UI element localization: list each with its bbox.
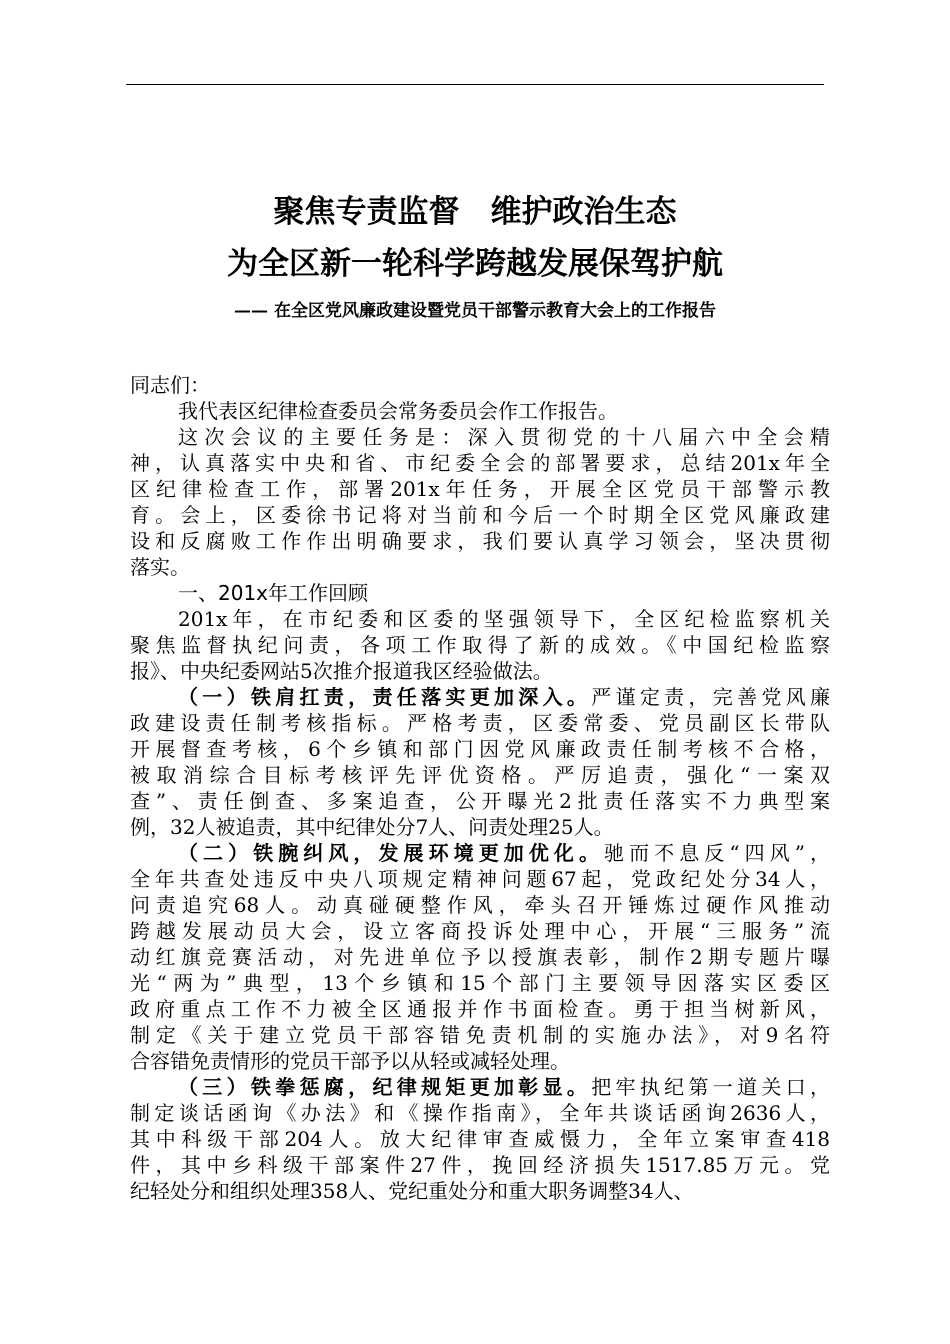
paragraph-text: 驰而不息反“四风”， — [604, 841, 831, 865]
paragraph-line: 这次会议的主要任务是：深入贯彻党的十八届六中全会精 — [178, 425, 830, 449]
paragraph-line — [130, 1074, 830, 1100]
paragraph-line — [130, 840, 830, 866]
subsection-heading: （三）铁拳惩腐，纪律规矩更加彰显。 — [178, 1075, 592, 1099]
header-rule — [126, 84, 824, 85]
document-title-line-1: 聚焦专责监督 维护政治生态 — [273, 194, 677, 230]
paragraph-line: 设和反腐败工作作出明确要求，我们要认真学习领会，坚决贯彻 — [130, 529, 830, 553]
paragraph-line — [130, 684, 830, 710]
paragraph-line: 报》、中央纪委网站5次推介报道我区经验做法。 — [130, 659, 553, 683]
document-subtitle: —— 在全区党风廉政建设暨党员干部警示教育大会上的工作报告 — [234, 301, 716, 321]
paragraph-line: 政建设责任制考核指标。严格考责，区委常委、党员副区长带队 — [130, 711, 830, 735]
paragraph-line: 制定谈话函询《办法》和《操作指南》，全年共谈话函询2636人， — [130, 1101, 830, 1125]
subsection-heading: （二）铁腕纠风，发展环境更加优化。 — [178, 841, 605, 865]
paragraph-line: 落实。 — [130, 555, 190, 579]
paragraph-line: 开展督查考核，6个乡镇和部门因党风廉政责任制考核不合格， — [130, 737, 830, 761]
paragraph-line: 被取消综合目标考核评先评优资格。严厉追责，强化“一案双 — [130, 763, 830, 787]
paragraph-line: 神，认真落实中央和省、市纪委全会的部署要求，总结201x年全 — [130, 451, 830, 475]
section-heading: 一、201x年工作回顾 — [178, 581, 369, 605]
salutation: 同志们： — [130, 373, 210, 397]
paragraph-line: 跨越发展动员大会，设立客商投诉处理中心，开展“三服务”流 — [130, 919, 830, 943]
paragraph-line: 例，32人被追责，其中纪律处分7人、问责处理25人。 — [130, 815, 614, 839]
paragraph-text: 把牢执纪第一道关口， — [591, 1075, 831, 1099]
paragraph-line: 动红旗竞赛活动，对先进单位予以授旗表彰，制作2期专题片曝 — [130, 945, 830, 969]
paragraph-line: 我代表区纪律检查委员会常务委员会作工作报告。 — [178, 399, 618, 423]
paragraph-line: 政府重点工作不力被全区通报并作书面检查。勇于担当树新风， — [130, 997, 830, 1021]
paragraph-text: 严谨定责，完善党风廉 — [591, 685, 831, 709]
document-title-line-2: 为全区新一轮科学跨越发展保驾护航 — [227, 246, 723, 282]
report-body — [130, 372, 830, 1204]
paragraph-line: 育。会上，区委徐书记将对当前和今后一个时期全区党风廉政建 — [130, 503, 830, 527]
paragraph-line: 201x年，在市纪委和区委的坚强领导下，全区纪检监察机关 — [178, 607, 830, 631]
paragraph-line: 制定《关于建立党员干部容错免责机制的实施办法》，对9名符 — [130, 1023, 830, 1047]
paragraph-line: 件，其中乡科级干部案件27件，挽回经济损失1517.85万元。党 — [130, 1153, 830, 1177]
paragraph-line: 查”、责任倒查、多案追查，公开曝光2批责任落实不力典型案 — [130, 789, 830, 813]
paragraph-line: 纪轻处分和组织处理358人、党纪重处分和重大职务调整34人、 — [130, 1179, 694, 1203]
paragraph-line: 全年共查处违反中央八项规定精神问题67起，党政纪处分34人， — [130, 867, 830, 891]
paragraph-line: 区纪律检查工作，部署201x年任务，开展全区党员干部警示教 — [130, 477, 830, 501]
paragraph-line: 合容错免责情形的党员干部予以从轻或减轻处理。 — [130, 1049, 570, 1073]
subsection-heading: （一）铁肩扛责，责任落实更加深入。 — [178, 685, 592, 709]
paragraph-line: 光“两为”典型，13个乡镇和15个部门主要领导因落实区委区 — [130, 971, 830, 995]
paragraph-line: 问责追究68人。动真碰硬整作风，牵头召开锤炼过硬作风推动 — [130, 893, 830, 917]
paragraph-line: 聚焦监督执纪问责，各项工作取得了新的成效。《中国纪检监察 — [130, 633, 830, 657]
paragraph-line: 其中科级干部204人。放大纪律审查威慑力，全年立案审查418 — [130, 1127, 830, 1151]
